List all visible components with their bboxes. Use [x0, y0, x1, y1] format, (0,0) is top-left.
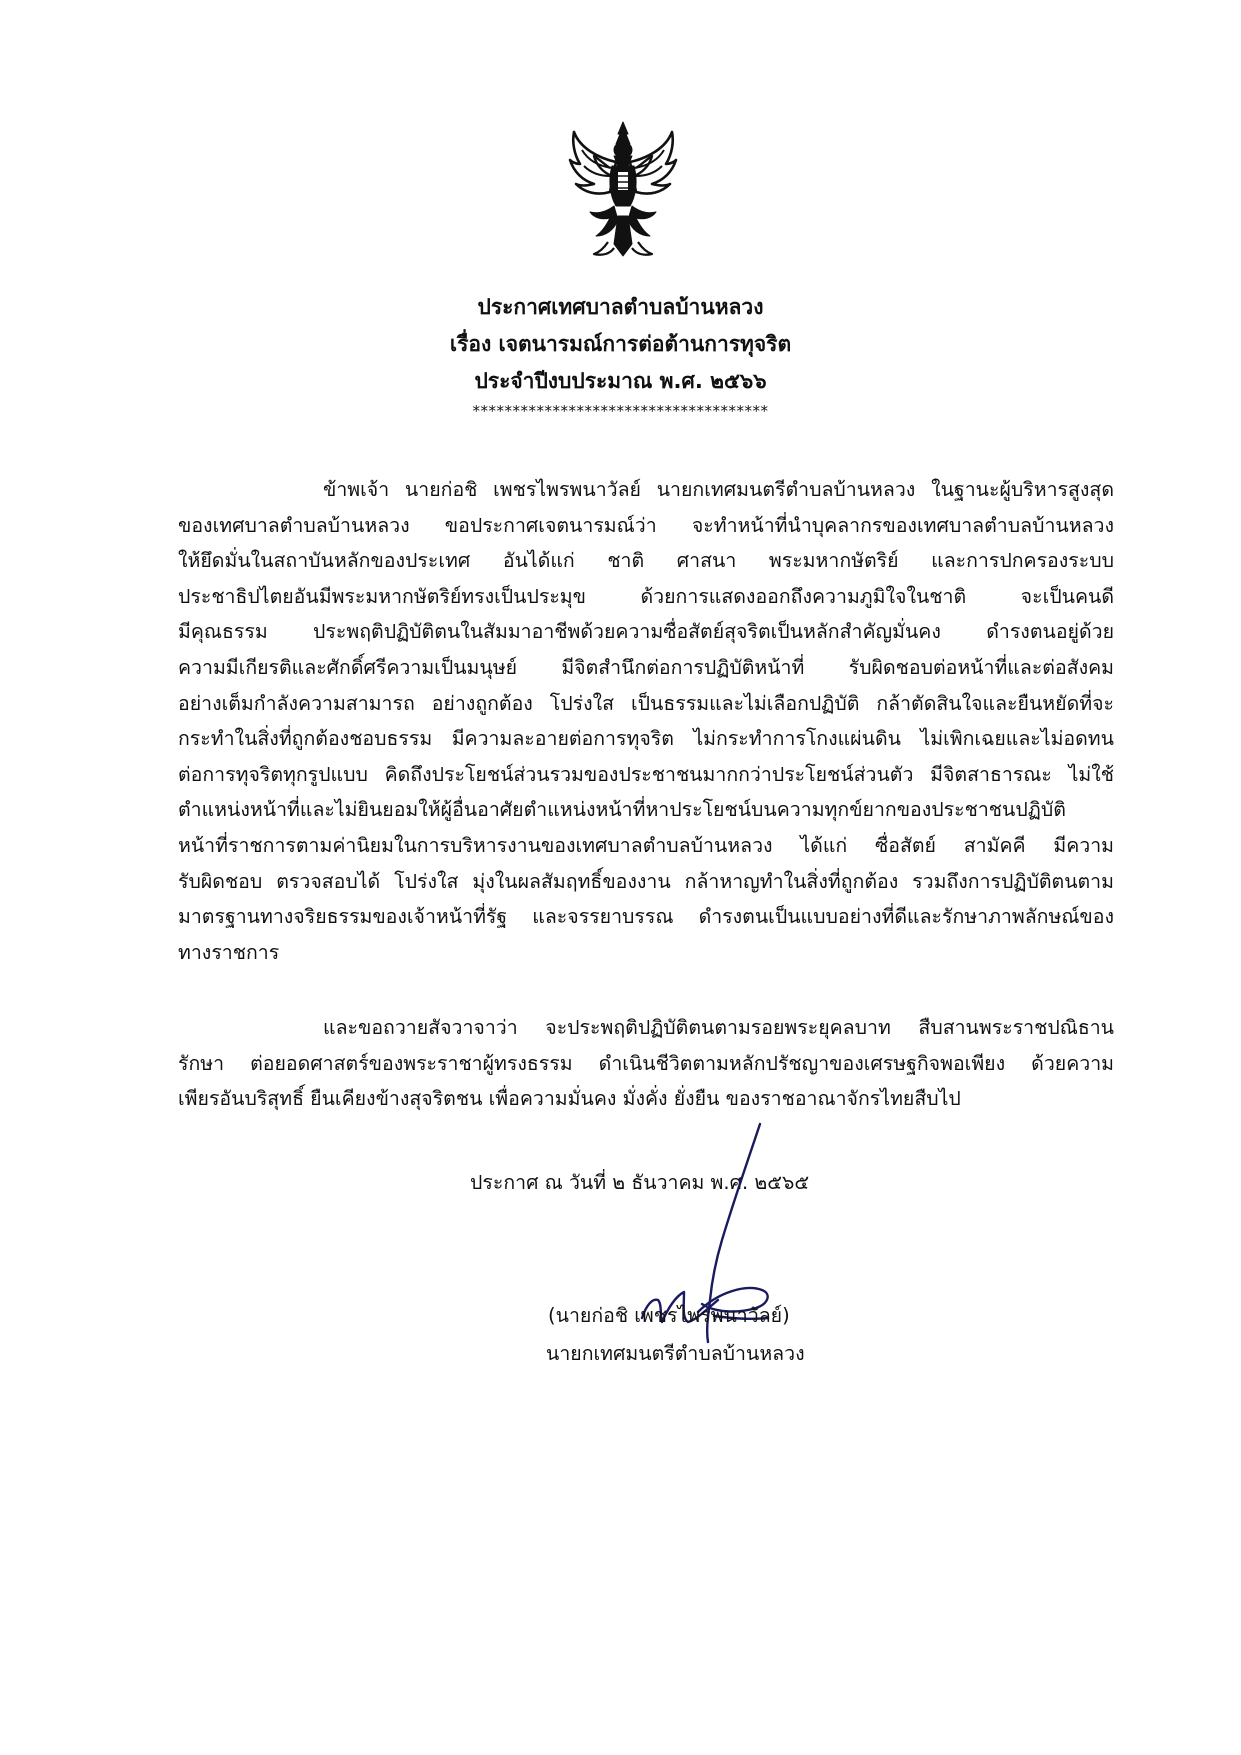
header-divider: ************************************* [472, 402, 769, 420]
paragraph-line: ต่อการทุจริตทุกรูปแบบ คิดถึงประโยชน์ส่วนรวมของประชาชนมากกว่าประโยชน์ส่วนตัว มีจิตสาธารณะ ไม่ใช้ [178, 762, 1114, 786]
paragraph-line: และขอถวายสัจวาจาว่า จะประพฤติปฏิบัติตนตามรอยพระยุคลบาท สืบสานพระราชปณิธาน [323, 1016, 1114, 1039]
paragraph-line: อย่างเต็มกำลังความสามารถ อย่างถูกต้อง โปร่งใส เป็นธรรมและไม่เลือกปฏิบัติ กล้าตัดสินใจและยืนหยัดที่จะ [178, 691, 1114, 715]
paragraph-line: เพียรอันบริสุทธิ์ ยืนเคียงข้างสุจริตชน เพื่อความมั่นคง มั่งคั่ง ยั่งยืน ของราชอาณาจักรไทยสืบไป [178, 1087, 961, 1111]
paragraph-declaration [178, 472, 1114, 970]
paragraph-line: กระทำในสิ่งที่ถูกต้องชอบธรรม มีความละอายต่อการทุจริต ไม่กระทำการโกงแผ่นดิน ไม่เพิกเฉยและไม่อดทน [178, 727, 1114, 751]
header-title: ประกาศเทศบาลตำบลบ้านหลวง [477, 295, 764, 319]
paragraph-line: ประชาธิปไตยอันมีพระมหากษัตริย์ทรงเป็นประมุข ด้วยการแสดงออกถึงความภูมิใจในชาติ จะเป็นคนดี [178, 584, 1114, 608]
paragraph-line: รักษา ต่อยอดศาสตร์ของพระราชาผู้ทรงธรรม ดำเนินชีวิตตามหลักปรัชญาของเศรษฐกิจพอเพียง ด้วยความ [178, 1051, 1114, 1075]
paragraph-line: ทางราชการ [178, 940, 280, 964]
paragraph-line: ให้ยึดมั่นในสถาบันหลักของประเทศ อันได้แก่ ชาติ ศาสนา พระมหากษัตริย์ และการปกครองระบบ [178, 549, 1114, 573]
paragraph-line: ตำแหน่งหน้าที่และไม่ยินยอมให้ผู้อื่นอาศัยตำแหน่งหน้าที่หาประโยชน์บนความทุกข์ยากของประชาชนปฏิบัติ [178, 798, 1066, 822]
paragraph-line: รับผิดชอบ ตรวจสอบได้ โปร่งใส มุ่งในผลสัมฤทธิ์ของงาน กล้าหาญทำในสิ่งที่ถูกต้อง รวมถึงการปฏิบัติตนตาม [178, 869, 1114, 893]
paragraph-line: ของเทศบาลตำบลบ้านหลวง ขอประกาศเจตนารมณ์ว่า จะทำหน้าที่นำบุคลากรของเทศบาลตำบลบ้านหลวง [178, 513, 1114, 537]
paragraph-line: มาตรฐานทางจริยธรรมของเจ้าหน้าที่รัฐ และจรรยาบรรณ ดำรงตนเป็นแบบอย่างที่ดีและรักษาภาพลักษณ์ของ [178, 905, 1114, 929]
paragraph-line: ข้าพเจ้า นายก่อชิ เพชรไพรพนาวัลย์ นายกเทศมนตรีตำบลบ้านหลวง ในฐานะผู้บริหารสูงสุด [323, 478, 1114, 501]
header-fiscal-year: ประจำปีงบประมาณ พ.ศ. ๒๕๖๖ [474, 369, 767, 393]
garuda-emblem-icon [568, 120, 678, 262]
announcement-header [0, 289, 1241, 422]
header-subject: เรื่อง เจตนารมณ์การต่อต้านการทุจริต [449, 332, 792, 356]
paragraph-oath [178, 1010, 1114, 1117]
paragraph-line: หน้าที่ราชการตามค่านิยมในการบริหารงานของเทศบาลตำบลบ้านหลวง ได้แก่ ซื่อสัตย์ สามัคคี มีความ [178, 833, 1114, 857]
announcement-date: ประกาศ ณ วันที่ ๒ ธันวาคม พ.ศ. ๒๕๖๕ [470, 1171, 810, 1194]
signatory-position: นายกเทศมนตรีตำบลบ้านหลวง [546, 1342, 805, 1365]
signatory-name: (นายก่อชิ เพชรไพรพนาวัลย์) [548, 1304, 790, 1327]
paragraph-line: ความมีเกียรติและศักดิ์ศรีความเป็นมนุษย์ มีจิตสำนึกต่อการปฏิบัติหน้าที่ รับผิดชอบต่อหน้าที่และต่อสังคม [178, 655, 1114, 679]
paragraph-line: มีคุณธรรม ประพฤติปฏิบัติตนในสัมมาอาชีพด้วยความซื่อสัตย์สุจริตเป็นหลักสำคัญมั่นคง ดำรงตนอยู่ด้วย [178, 620, 1114, 644]
